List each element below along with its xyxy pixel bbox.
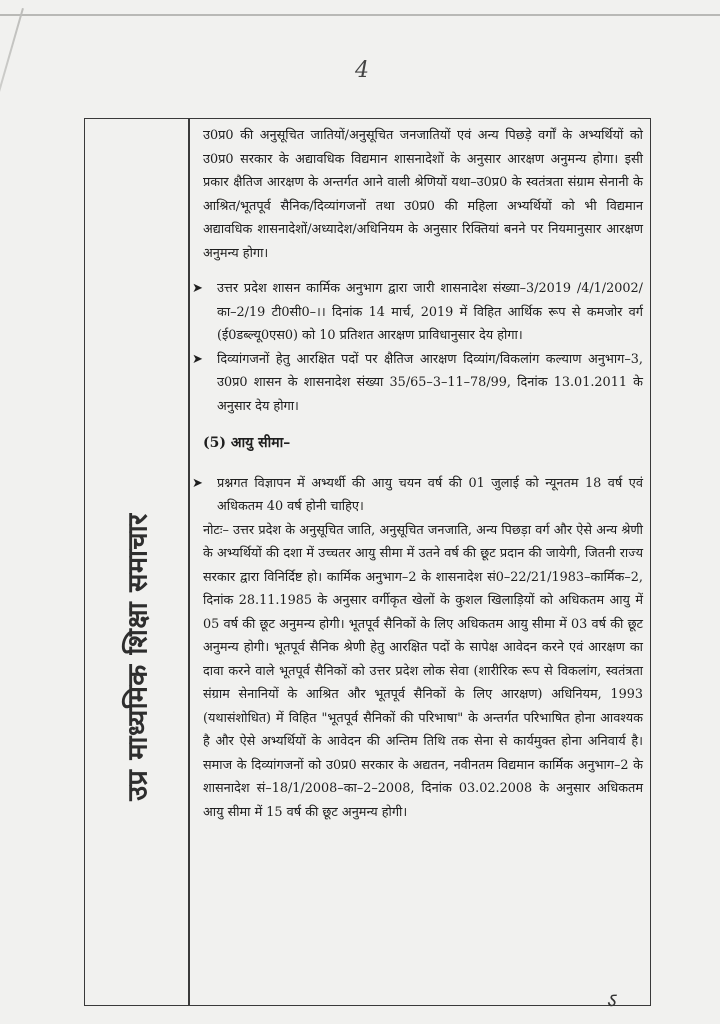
bullet-disabled-reservation [192, 348, 643, 419]
page-edge [0, 14, 720, 16]
bullet-arrow-icon: ➤ [192, 351, 203, 367]
page-number: 4 [355, 58, 369, 83]
document-body [192, 124, 643, 824]
bullet-arrow-icon: ➤ [192, 475, 203, 491]
frame-divider [188, 118, 190, 1006]
bullet-age-limit [192, 472, 643, 519]
bullet-ews-reservation [192, 277, 643, 348]
bullet-text: दिव्यांगजनों हेतु आरक्षित पदों पर क्षैतिज आरक्षण दिव्यांग/विकलांग कल्याण अनुभाग–3, उ0प्र0 शासन के शासनादेश संख्या 35/65–3–11–78/99, दिनांक 13.01.2011 के अनुसार देय होगा। [217, 351, 643, 414]
bullet-arrow-icon: ➤ [192, 281, 203, 296]
note-paragraph: नोटः– उत्तर प्रदेश के अनुसूचित जाति, अनुसूचित जनजाति, अन्य पिछड़ा वर्ग और ऐसे अन्य श्रेणी के अभ्यर्थियों की दशा में उच्चतर आयु सीमा में उतने वर्ष की छूट प्रदान की जायेगी, जितनी राज्य सरकार द्वारा विनिर्दिष्ट हो। कार्मिक अनुभाग–2 के शासनादेश सं0–22/21/1983–कार्मिक–2, दिनांक 28.11.1985 के अनुसार वर्गीकृत खेलों के कुशल खिलाड़ियों को अधिकतम आयु में 05 वर्ष की छूट अनुमन्य होगी। भूतपूर्व सैनिकों के लिए अधिकतम आयु सीमा में 03 वर्ष की छूट अनुमन्य होगी। भूतपूर्व सैनिक श्रेणी हेतु आरक्षित पदों के सापेक्ष आवेदन करने एवं आरक्षण का दावा करने वाले भूतपूर्व सैनिकों को उत्तर प्रदेश लोक सेवा (शारीरिक रूप से विकलांग, स्वतंत्रता संग्राम सेनानियों के आश्रित और भूतपूर्व सैनिकों के लिए आरक्षण) अधिनियम, 1993 (यथासंशोधित) में विहित "भूतपूर्व सैनिकों की परिभाषा" के अन्तर्गत परिभाषित होना आवश्यक है और ऐसे अभ्यर्थियों के आवेदन की अन्तिम तिथि तक सेना से कार्यमुक्त होना अनिवार्य है। समाज के दिव्यांगजनों को उ0प्र0 सरकार के अद्यतन, नवीनतम विद्यमान कार्मिक अनुभाग–2 के शासनादेश सं–18/1/2008–का–2–2008, दिनांक 03.02.2008 के अनुसार अधिकतम आयु सीमा में 15 वर्ष की छूट अनुमन्य होगी। [203, 522, 643, 820]
section-heading-age-limit: (5) आयु सीमा– [203, 435, 291, 451]
bullet-text: प्रश्नगत विज्ञापन में अभ्यर्थी की आयु चयन वर्ष की 01 जुलाई को न्यूनतम 18 वर्ष एवं अधिकतम 40 वर्ष होनी चाहिए। [217, 475, 643, 514]
intro-paragraph: उ0प्र0 की अनुसूचित जातियों/अनुसूचित जनजातियों एवं अन्य पिछड़े वर्गों के अभ्यर्थियों को उ0प्र0 सरकार के अद्यावधिक विद्यमान शासनादेशों के अनुसार आरक्षण अनुमन्य होगा। इसी प्रकार क्षैतिज आरक्षण के अन्तर्गत आने वाली श्रेणियों यथा–उ0प्र0 के स्वतंत्रता संग्राम सेनानी के आश्रित/भूतपूर्व सैनिक/दिव्यांगजनों तथा उ0प्र0 की महिला अभ्यर्थियों को भी विद्यमान अद्यावधिक शासनादेशों/अध्यादेश/अधिनियम के अनुसार रिक्तियां बनने पर नियमानुसार आरक्षण अनुमन्य होगा। [203, 128, 643, 261]
bullet-text: उत्तर प्रदेश शासन कार्मिक अनुभाग द्वारा जारी शासनादेश संख्या–3/2019 /4/1/2002/का–2/19 टी0सी0–।। दिनांक 14 मार्च, 2019 में विहित आर्थिक रूप से कमजोर वर्ग (ई0डब्ल्यू0एस0) को 10 प्रतिशत आरक्षण प्राविधानुसार देय होगा। [217, 281, 643, 343]
page-fold-line [0, 8, 24, 258]
signature: ऽ [606, 988, 616, 1012]
sidebar-caption: उप्र माध्यमिक शिक्षा समाचार [122, 513, 154, 801]
